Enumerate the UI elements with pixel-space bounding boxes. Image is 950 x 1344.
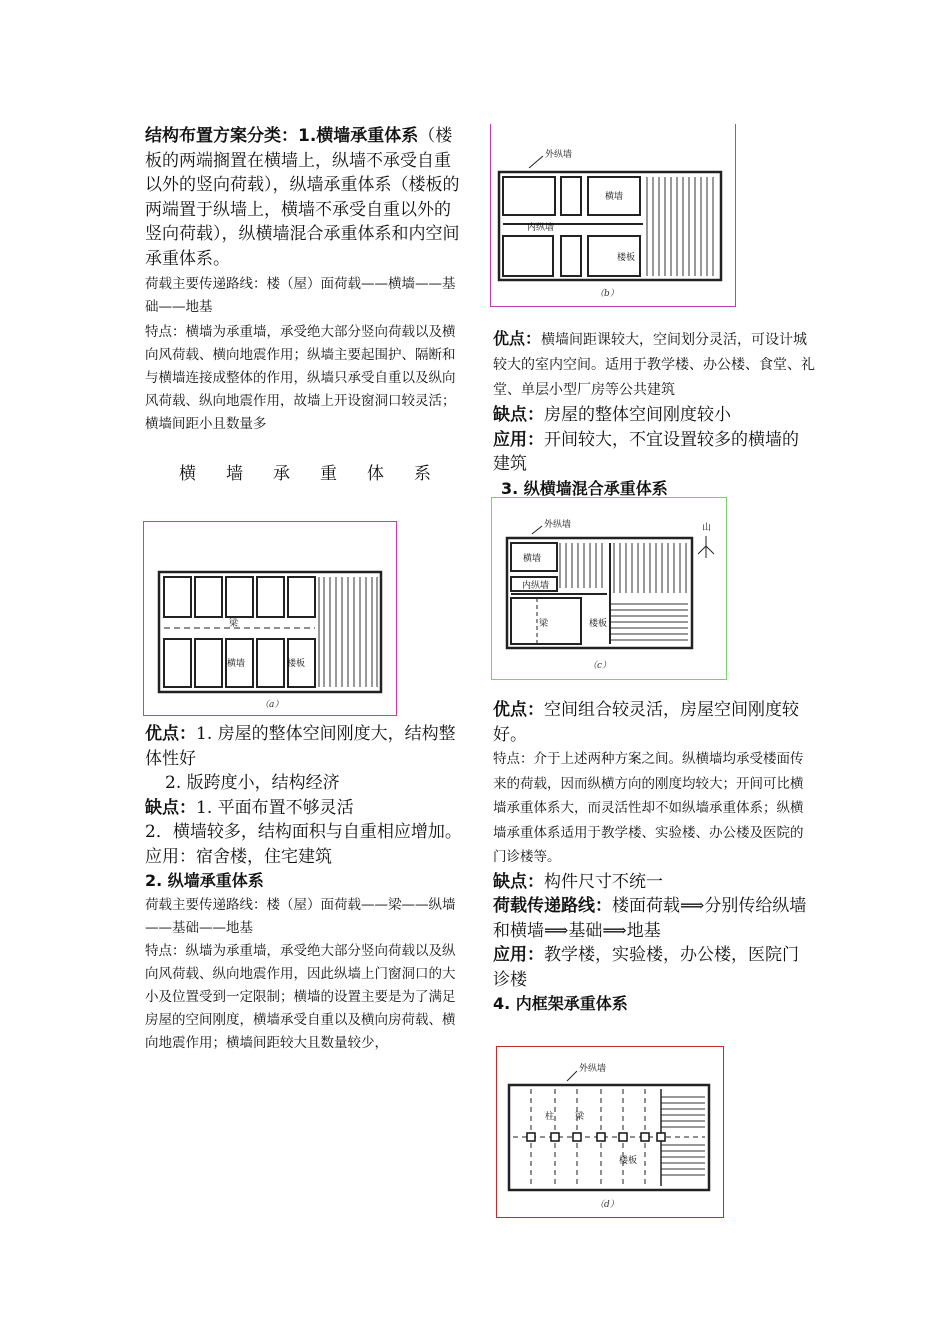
intro-paragraph	[145, 124, 465, 271]
cons-1	[145, 796, 465, 821]
left-column-lower	[145, 722, 465, 1055]
cons-3-label: 缺点：	[493, 871, 544, 892]
fig-a-label-crosswall: 横墙	[227, 659, 246, 669]
pros-2	[493, 326, 815, 403]
application-3	[493, 943, 815, 992]
pros-1-label: 优点：	[145, 724, 196, 744]
application-2-text: 开间较大，不宜设置较多的横墙的建筑	[493, 429, 799, 474]
application-1: 应用：宿舍楼，住宅建筑	[145, 846, 332, 867]
cons-2-text: 房屋的整体空间刚度较小	[544, 405, 731, 425]
cons-1-item-1: 1. 平面布置不够灵活	[196, 797, 354, 818]
intro-heading: 结构布置方案分类：1.横墙承重体系	[145, 126, 419, 146]
pros-1-item-1: 1. 房屋的整体空间刚度大，结构整体性好	[145, 724, 456, 769]
figure-d	[496, 1046, 724, 1218]
pros-3-text: 空间组合较灵活，房屋空间刚度较好。	[493, 700, 799, 745]
figure-c	[491, 497, 727, 680]
figure-d-drawing	[497, 1047, 723, 1217]
fig-a-label-beam: 梁	[229, 619, 239, 629]
pros-3-label: 优点：	[493, 700, 544, 720]
load-path-2: 荷载主要传递路线：楼（屋）面荷载——梁——纵墙——基础——地基	[145, 896, 456, 936]
figure-a	[143, 521, 397, 716]
intro-text: （楼板的两端搁置在横墙上，纵墙不承受自重以外的竖向荷载），纵墙承重体系（楼板的两端置于纵墙上，横墙不承受自重以外的竖向荷载），纵横墙混合承重体系和内空间承重体系。	[145, 126, 460, 269]
right-column-upper	[493, 326, 815, 501]
fig-c-label-outer-wall: 外纵墙	[544, 520, 572, 530]
pros-3	[493, 698, 815, 747]
fig-b-label-outer-wall: 外纵墙	[545, 150, 573, 160]
features-2: 特点：纵墙为承重墙，承受绝大部分竖向荷载以及纵向风荷载、纵向地震作用，因此纵墙上门窗洞口的大小及位置受到一定限制；横墙的设置主要是为了满足房屋的空间刚度，横墙承受自重以及横向房荷载、横向地震作用；横墙间距较大且数量较少，	[145, 942, 456, 1051]
features-1: 特点：横墙为承重墙，承受绝大部分竖向荷载以及横向风荷载、横向地震作用；纵墙主要起围护、隔断和与横墙连接成整体的作用，纵墙只承受自重以及纵向风荷载、纵向地震作用，故墙上开设窗洞口较灵活；横墙间距小且数量多	[145, 324, 456, 432]
fig-d-label-outer-wall: 外纵墙	[579, 1064, 607, 1074]
cons-3	[493, 870, 815, 895]
cons-1-item-2: 2．横墙较多，结构面积与自重相应增加。	[145, 822, 462, 842]
figure-a-drawing	[144, 522, 396, 715]
section-2-heading: 2. 纵墙承重体系	[145, 871, 264, 890]
left-column	[145, 124, 465, 487]
application-2	[493, 428, 815, 477]
fig-a-caption: （a）	[260, 700, 284, 710]
fig-c-label-crosswall: 横墙	[523, 554, 542, 564]
fig-a-label-slab: 楼板	[287, 659, 306, 669]
pros-2-text: 横墙间距课较大，空间划分灵活，可设计城较大的室内空间。适用于教学楼、办公楼、食堂、礼堂、单层小型厂房等公共建筑	[493, 332, 815, 398]
fig-c-label-gable: 山	[702, 523, 712, 533]
section-4-heading: 4. 内框架承重体系	[493, 994, 628, 1013]
features-3: 特点：介于上述两种方案之间。纵横墙均承受楼面传来的荷载，因而纵横方向的刚度均较大；开间可比横墙承重体系大，而灵活性却不如纵墙承重体系；纵横墙承重体系适用于教学楼、实验楼、办公楼及医院的门诊楼等。	[493, 751, 804, 865]
load-path-3	[493, 894, 815, 943]
fig-b-label-crosswall: 横墙	[605, 192, 624, 202]
fig-b-label-slab: 楼板	[617, 253, 636, 263]
pros-1	[145, 722, 465, 771]
load-path-3-text: 楼面荷载⟹分别传给纵墙和横墙⟹基础⟹地基	[493, 896, 807, 941]
fig-d-label-column: 柱	[545, 1112, 555, 1122]
fig-c-caption: （c）	[588, 661, 612, 671]
load-path-3-label: 荷载传递路线：	[493, 896, 612, 916]
figure-a-title: 横墙承重体系	[179, 464, 461, 484]
fig-b-label-inner-wall: 内纵墙	[527, 223, 555, 233]
fig-c-label-slab: 楼板	[589, 619, 608, 629]
application-3-label: 应用：	[493, 945, 544, 965]
figure-b-drawing	[491, 124, 735, 306]
cons-3-text: 构件尺寸不统一	[544, 871, 663, 892]
fig-c-label-inner-wall: 内纵墙	[522, 581, 550, 591]
fig-c-label-beam: 梁	[539, 619, 549, 629]
load-path-1: 荷载主要传递路线：楼（屋）面荷载——横墙——基础——地基	[145, 276, 456, 315]
fig-b-caption: （b）	[595, 289, 619, 299]
application-3-text: 教学楼，实验楼，办公楼，医院门诊楼	[493, 945, 799, 990]
application-2-label: 应用：	[493, 429, 544, 450]
pros-1-item-2: 2. 版跨度小，结构经济	[165, 773, 340, 793]
cons-2-label: 缺点：	[493, 405, 544, 425]
figure-b	[490, 124, 736, 307]
fig-d-caption: （d）	[595, 1200, 619, 1210]
cons-1-label: 缺点：	[145, 797, 196, 818]
fig-d-label-slab: 楼板	[619, 1156, 638, 1166]
cons-2	[493, 403, 815, 428]
section-3-heading: 3. 纵横墙混合承重体系	[501, 478, 668, 498]
pros-2-label: 优点：	[493, 329, 542, 348]
right-column-lower	[493, 698, 815, 1017]
fig-d-label-beam: 梁	[575, 1112, 585, 1122]
figure-c-drawing	[492, 498, 726, 679]
